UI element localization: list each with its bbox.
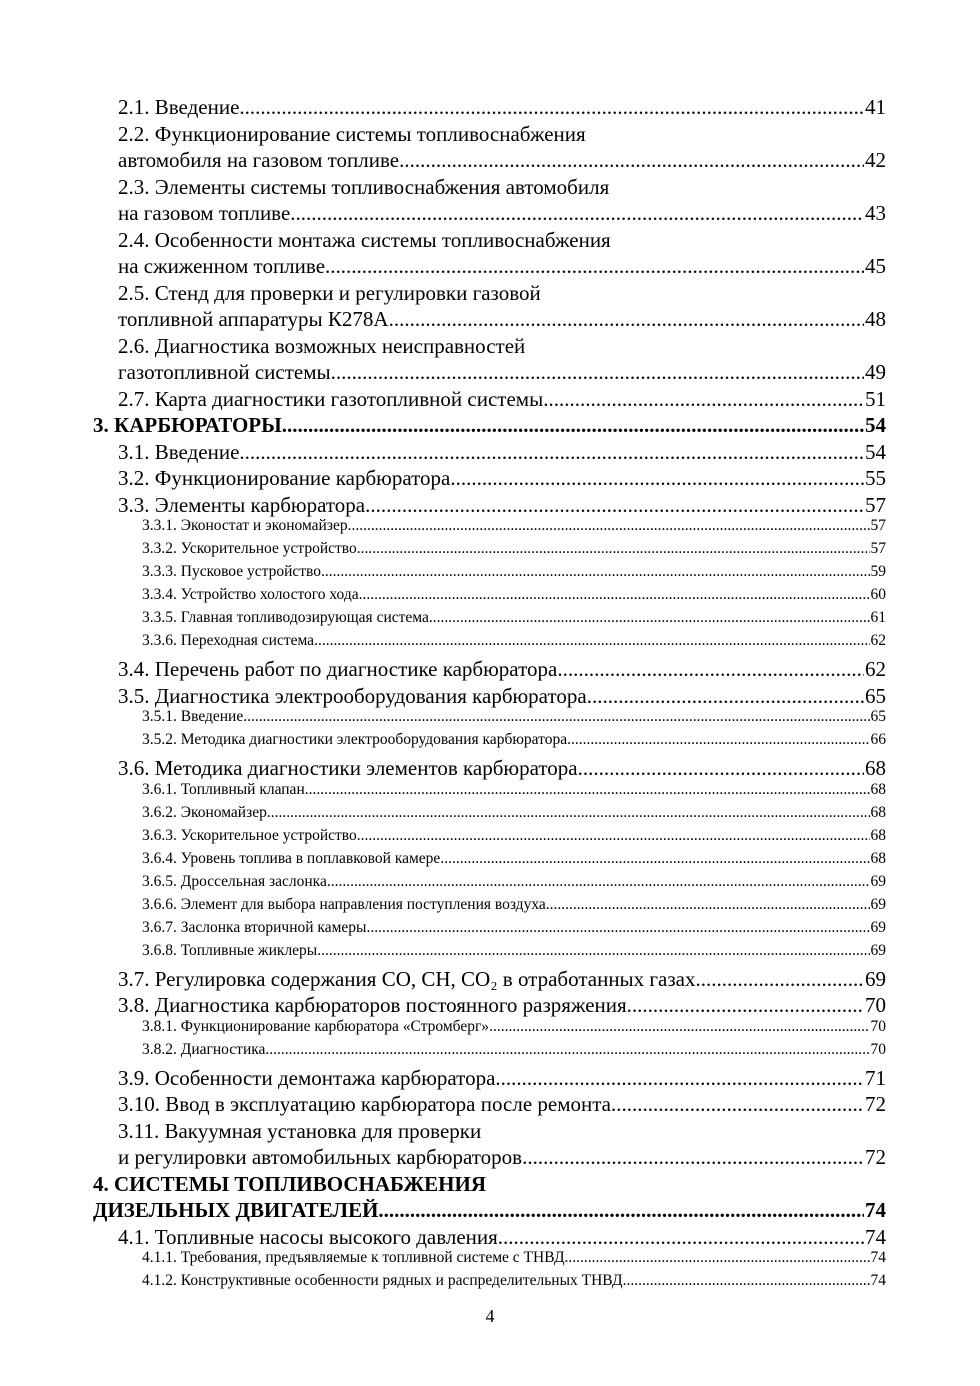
toc-entry (118, 684, 886, 709)
toc-dot-leader (440, 850, 869, 868)
toc-entry-page: 65 (870, 708, 886, 725)
toc-entry-title: 4.1. Топливные насосы высокого давления (118, 1225, 498, 1249)
toc-entry-title: 3.3.1. Эконостат и экономайзер (142, 517, 348, 534)
toc-entry (142, 1041, 886, 1059)
toc-entry-title: 2.2. Функционирование системы топливоснабжения (118, 122, 586, 146)
toc-dot-leader (239, 95, 864, 120)
toc-entry-title: ДИЗЕЛЬНЫХ ДВИГАТЕЛЕЙ (93, 1198, 379, 1222)
toc-entry (93, 1172, 886, 1197)
toc-entry (142, 563, 886, 581)
toc-entry (118, 993, 886, 1018)
toc-dot-leader (348, 517, 870, 535)
toc-entry-title: 2.6. Диагностика возможных неисправностей (118, 334, 526, 358)
toc-entry (142, 632, 886, 650)
toc-entry-title: на сжиженном топливе (118, 254, 326, 278)
toc-entry-page: 71 (865, 1066, 886, 1090)
toc-entry (118, 228, 886, 253)
toc-entry-title: 2.4. Особенности монтажа системы топливоснабжения (118, 228, 611, 252)
toc-entry-page: 45 (865, 254, 886, 278)
toc-entry-title: 3.3.4. Устройство холостого хода (142, 586, 359, 603)
toc-entry-page: 57 (870, 517, 886, 534)
toc-entry-page: 62 (865, 657, 886, 681)
toc-entry (118, 148, 886, 173)
toc-entry-title: 3.4. Перечень работ по диагностике карбюратора (118, 657, 558, 681)
toc-entry-page: 51 (865, 387, 886, 411)
toc-dot-leader (565, 1249, 870, 1267)
toc-entry-page: 70 (870, 1018, 886, 1035)
toc-entry-title: 4.1.1. Требования, предъявляемые к топливной системе с ТНВД (142, 1249, 565, 1266)
toc-dot-leader (357, 827, 870, 845)
toc-entry (142, 896, 886, 914)
toc-entry-title: 3.6.6. Элемент для выбора направления поступления воздуха (142, 896, 546, 913)
toc-dot-leader (695, 967, 864, 992)
toc-dot-leader (389, 307, 864, 332)
toc-entry-title: и регулировки автомобильных карбюраторов (118, 1145, 523, 1169)
toc-entry (118, 493, 886, 518)
toc-entry-page: 69 (870, 919, 886, 936)
toc-dot-leader (557, 657, 864, 682)
toc-dot-leader (365, 493, 864, 518)
toc-entry (118, 1225, 886, 1250)
toc-dot-leader (627, 993, 864, 1018)
toc-entry (118, 1092, 886, 1117)
toc-entry (118, 1145, 886, 1170)
toc-dot-leader (325, 254, 864, 279)
toc-entry (118, 387, 886, 412)
toc-entry (142, 873, 886, 891)
toc-entry-page: 54 (865, 413, 886, 437)
toc-dot-leader (378, 1198, 864, 1223)
toc-entry-title: 2.1. Введение (118, 95, 240, 119)
toc-entry-page: 72 (865, 1092, 886, 1116)
toc-dot-leader (359, 586, 870, 604)
toc-entry-title: 2.3. Элементы системы топливоснабжения автомобиля (118, 175, 610, 199)
toc-entry (118, 1119, 886, 1144)
toc-entry-title: 2.5. Стенд для проверки и регулировки газовой (118, 281, 541, 305)
toc-entry (142, 586, 886, 604)
toc-entry-page: 69 (870, 896, 886, 913)
toc-dot-leader (450, 466, 864, 491)
toc-entry-page: 68 (870, 850, 886, 867)
toc-entry-page: 65 (865, 684, 886, 708)
toc-entry-page: 41 (865, 95, 886, 119)
toc-entry (93, 413, 886, 438)
toc-entry-page: 62 (870, 632, 886, 649)
toc-entry (142, 827, 886, 845)
toc-dot-leader (243, 708, 869, 726)
toc-dot-leader (357, 540, 870, 558)
toc-entry-page: 70 (870, 1041, 886, 1058)
toc-entry-page: 69 (865, 967, 886, 991)
toc-entry-title: 3.6.5. Дроссельная заслонка (142, 873, 327, 890)
toc-entry (118, 95, 886, 120)
toc-entry-page: 72 (865, 1145, 886, 1169)
toc-entry-title: 3.6.1. Топливный клапан (142, 781, 305, 798)
toc-entry (118, 440, 886, 465)
toc-dot-leader (305, 781, 870, 799)
toc-entry-title: 3.6.7. Заслонка вторичной камеры (142, 919, 367, 936)
toc-dot-leader (282, 413, 864, 438)
toc-entry (142, 708, 886, 726)
toc-dot-leader (399, 148, 864, 173)
toc-entry-title: на газовом топливе (118, 201, 291, 225)
toc-entry (142, 850, 886, 868)
toc-entry-page: 68 (870, 804, 886, 821)
toc-entry-title: 2.7. Карта диагностики газотопливной системы (118, 387, 544, 411)
toc-entry (142, 731, 886, 749)
toc-dot-leader (366, 919, 869, 937)
toc-entry (93, 1198, 886, 1223)
toc-entry (142, 919, 886, 937)
toc-entry-page: 68 (870, 781, 886, 798)
toc-entry-title: 3.8. Диагностика карбюраторов постоянного разряжения (118, 993, 627, 1017)
toc-dot-leader (314, 632, 869, 650)
toc-entry-page: 68 (870, 827, 886, 844)
toc-entry-page: 70 (865, 993, 886, 1017)
toc-entry (142, 942, 886, 960)
toc-dot-leader (321, 563, 870, 581)
toc-entry (118, 281, 886, 306)
toc-entry (118, 307, 886, 332)
toc-entry-title: 3.6.3. Ускорительное устройство (142, 827, 357, 844)
toc-entry (142, 1018, 886, 1036)
toc-entry-page: 74 (870, 1272, 886, 1289)
toc-entry-title: 3.3.5. Главная топливодозирующая система (142, 609, 429, 626)
toc-entry-title: 3.5. Диагностика электрооборудования карбюратора (118, 684, 587, 708)
toc-entry-page: 54 (865, 440, 886, 464)
toc-entry-title: 3.10. Ввод в эксплуатацию карбюратора после ремонта (118, 1092, 611, 1116)
toc-dot-leader (578, 756, 864, 781)
toc-entry-title: 3. КАРБЮРАТОРЫ (93, 413, 282, 437)
toc-dot-leader (265, 1041, 869, 1059)
toc-entry-page: 74 (870, 1249, 886, 1266)
toc-entry (118, 1066, 886, 1091)
toc-entry-title: автомобиля на газовом топливе (118, 148, 400, 172)
toc-dot-leader (239, 440, 864, 465)
toc-entry-page: 68 (865, 756, 886, 780)
toc-entry (118, 175, 886, 200)
toc-entry (142, 517, 886, 535)
toc-entry (142, 1272, 886, 1290)
toc-entry (142, 781, 886, 799)
toc-entry (118, 657, 886, 682)
toc-entry-title: 3.6.8. Топливные жиклеры (142, 942, 318, 959)
toc-entry-title: газотопливной системы (118, 360, 331, 384)
toc-entry-title: 3.8.2. Диагностика (142, 1041, 266, 1058)
toc-entry-page: 57 (870, 540, 886, 557)
toc-entry-page: 48 (865, 307, 886, 331)
toc-dot-leader (567, 731, 869, 749)
toc-dot-leader (331, 360, 864, 385)
toc-entry-title: 3.6. Методика диагностики элементов карбюратора (118, 756, 578, 780)
toc-entry (142, 540, 886, 558)
toc-entry-title: 3.1. Введение (118, 440, 240, 464)
toc-entry (118, 756, 886, 781)
toc-entry (142, 609, 886, 627)
toc-dot-leader (429, 609, 870, 627)
toc-entry-page: 55 (865, 466, 886, 490)
toc-entry-title: 3.5.2. Методика диагностики электрооборудования карбюратора (142, 731, 568, 748)
toc-entry-title: 3.7. Регулировка содержания CO, CH, CO₂ в отработанных газах (118, 967, 696, 991)
toc-entry-page: 57 (865, 493, 886, 517)
toc-dot-leader (543, 387, 864, 412)
toc-entry-title: 3.3.2. Ускорительное устройство (142, 540, 357, 557)
toc-entry-title: 3.2. Функционирование карбюратора (118, 466, 451, 490)
toc-entry-title: 4.1.2. Конструктивные особенности рядных и распределительных ТНВД (142, 1272, 623, 1289)
toc-dot-leader (290, 201, 864, 226)
toc-entry (118, 967, 886, 992)
toc-dot-leader (495, 1066, 864, 1091)
toc-dot-leader (489, 1018, 869, 1036)
toc-entry (118, 201, 886, 226)
toc-entry-page: 42 (865, 148, 886, 172)
toc-entry (142, 1249, 886, 1267)
toc-dot-leader (327, 873, 870, 891)
toc-entry-page: 43 (865, 201, 886, 225)
toc-entry-page: 59 (870, 563, 886, 580)
toc-entry (142, 804, 886, 822)
toc-entry-title: топливной аппаратуры К278А (118, 307, 389, 331)
toc-entry-title: 3.3.6. Переходная система (142, 632, 315, 649)
toc-entry-title: 4. СИСТЕМЫ ТОПЛИВОСНАБЖЕНИЯ (93, 1172, 486, 1196)
toc-entry-title: 3.6.4. Уровень топлива в поплавковой камере (142, 850, 441, 867)
toc-dot-leader (498, 1225, 864, 1250)
toc-entry (118, 334, 886, 359)
toc-entry-page: 69 (870, 942, 886, 959)
toc-dot-leader (587, 684, 864, 709)
toc-dot-leader (611, 1092, 864, 1117)
toc-entry-title: 3.5.1. Введение (142, 708, 244, 725)
toc-dot-leader (546, 896, 870, 914)
toc-entry-title: 3.11. Вакуумная установка для проверки (118, 1119, 482, 1143)
toc-dot-leader (522, 1145, 864, 1170)
toc-entry-title: 3.9. Особенности демонтажа карбюратора (118, 1066, 496, 1090)
toc-entry (118, 254, 886, 279)
toc-entry-title: 3.8.1. Функционирование карбюратора «Стромберг» (142, 1018, 490, 1035)
toc-entry-page: 69 (870, 873, 886, 890)
toc-entry (118, 466, 886, 491)
toc-entry (118, 360, 886, 385)
toc-entry-page: 49 (865, 360, 886, 384)
toc-entry-title: 3.3.3. Пусковое устройство (142, 563, 321, 580)
toc-entry (118, 122, 886, 147)
toc-entry-page: 74 (865, 1198, 886, 1222)
page-number: 4 (485, 1306, 495, 1326)
toc-entry-page: 60 (870, 586, 886, 603)
toc-entry-title: 3.3. Элементы карбюратора (118, 493, 366, 517)
toc-dot-leader (267, 804, 870, 822)
toc-dot-leader (623, 1272, 870, 1290)
toc-entry-page: 66 (870, 731, 886, 748)
toc-entry-title: 3.6.2. Экономайзер (142, 804, 267, 821)
toc-dot-leader (317, 942, 869, 960)
toc-entry-page: 61 (870, 609, 886, 626)
toc-entry-page: 74 (865, 1225, 886, 1249)
